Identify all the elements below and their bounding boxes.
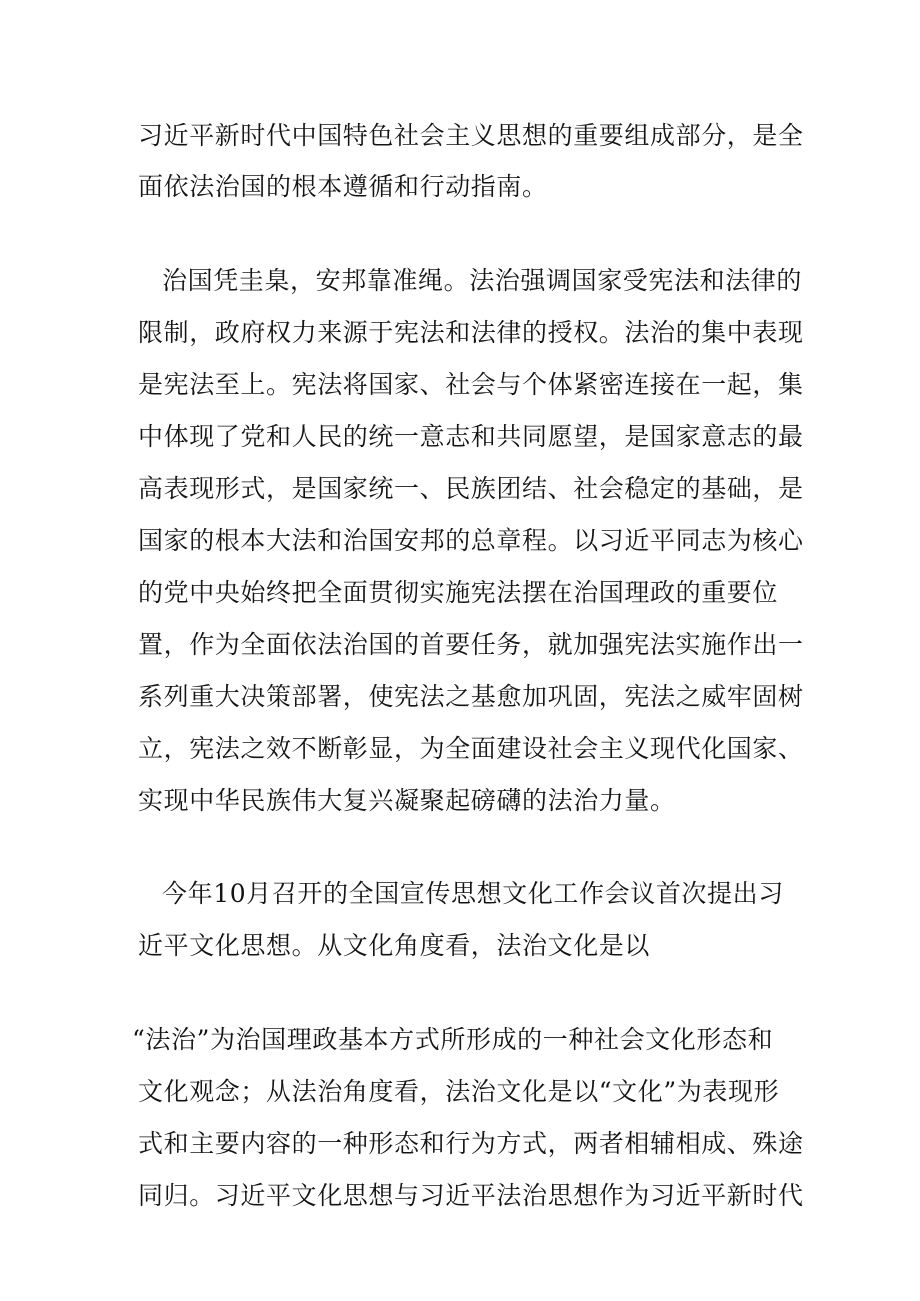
paragraph-4-line-3: 式和主要内容的一种形态和行为方式，两者相辅相成、殊途 [138,1129,804,1158]
paragraph-4-line-1: “法治”为治国理政基本方式所形成的一种社会文化形态和 [132,1025,774,1054]
paragraph-2-line-9: 系列重大决策部署，使宪法之基愈加巩固，宪法之威牢固树 [138,682,804,711]
paragraph-2-line-6: 国家的根本大法和治国安邦的总章程。以习近平同志为核心 [138,526,804,555]
paragraph-2-line-2: 限制，政府权力来源于宪法和法律的授权。法治的集中表现 [138,318,804,347]
paragraph-2-line-8: 置，作为全面依法治国的首要任务，就加强宪法实施作出一 [138,630,804,659]
paragraph-2-line-1: 治国凭圭臬，安邦靠准绳。法治强调国家受宪法和法律的 [162,266,803,295]
paragraph-2-line-11: 实现中华民族伟大复兴凝聚起磅礴的法治力量。 [138,786,676,815]
paragraph-1-line-1: 习近平新时代中国特色社会主义思想的重要组成部分，是全 [138,121,804,150]
paragraph-4-line-4: 同归。习近平文化思想与习近平法治思想作为习近平新时代 [138,1181,804,1210]
paragraph-2-line-7: 的党中央始终把全面贯彻实施宪法摆在治国理政的重要位 [138,578,779,607]
paragraph-3-line-1: 今年10月召开的全国宣传思想文化工作会议首次提出习 [162,879,784,908]
paragraph-2-line-3: 是宪法至上。宪法将国家、社会与个体紧密连接在一起，集 [138,370,804,399]
paragraph-2-line-5: 高表现形式，是国家统一、民族团结、社会稳定的基础，是 [138,474,804,503]
paragraph-4-line-2: 文化观念；从法治角度看，法治文化是以“文化”为表现形 [138,1077,780,1106]
paragraph-3-line-2: 近平文化思想。从文化角度看，法治文化是以 [138,931,651,960]
paragraph-2-line-10: 立，宪法之效不断彰显，为全面建设社会主义现代化国家、 [138,734,804,763]
paragraph-1-line-2: 面依法治国的根本遵循和行动指南。 [138,172,548,201]
paragraph-2-line-4: 中体现了党和人民的统一意志和共同愿望，是国家意志的最 [138,422,804,451]
